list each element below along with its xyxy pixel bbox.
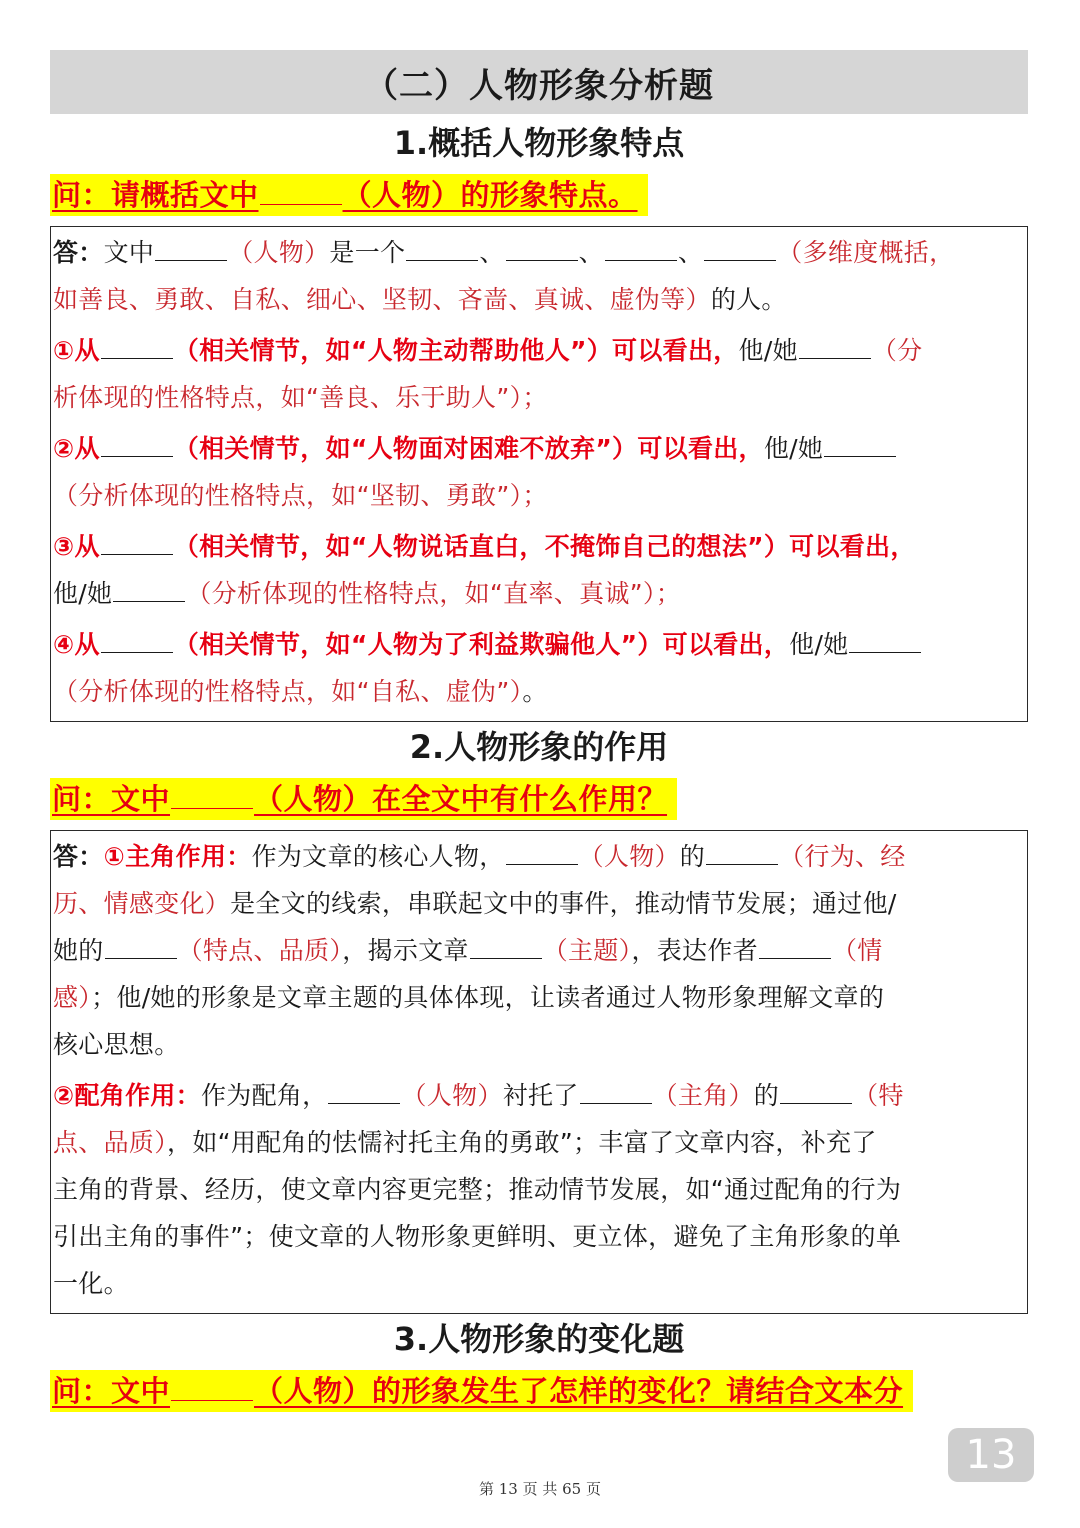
q2-question-text-b: （人物）在全文中有什么作用？ xyxy=(254,782,668,816)
fill-blank xyxy=(799,336,871,359)
answer-text: 主角的背景、经历，使文章内容更完整；推动情节发展，如“通过配角的行为 xyxy=(53,1175,902,1204)
point-hint: （相关情节，如“人物为了利益欺骗他人”）可以看出， xyxy=(173,630,790,659)
q2-heading: 2.人物形象的作用 xyxy=(409,728,669,766)
q2-main-line-5 xyxy=(53,1021,1027,1068)
q2-support-line-4 xyxy=(53,1213,1027,1260)
fill-blank xyxy=(105,936,177,959)
answer-text: 作为配角， xyxy=(200,1081,328,1110)
q1-question-text-b: （人物）的形象特点。 xyxy=(342,178,638,212)
q2-support-line-1 xyxy=(53,1072,1027,1119)
fill-blank xyxy=(101,434,173,457)
point-label: ④从 xyxy=(53,630,100,659)
point-label: ①主角作用： xyxy=(103,842,252,871)
separator: 、 xyxy=(578,238,604,267)
fill-blank xyxy=(506,842,578,865)
separator: 、 xyxy=(479,238,505,267)
q1-answer-box xyxy=(50,226,1028,722)
page-number-badge[interactable]: 13 xyxy=(948,1428,1034,1482)
fill-blank xyxy=(605,238,677,261)
answer-text: 她的 xyxy=(53,936,104,965)
page-footer: 第 13 页 共 65 页 xyxy=(478,1480,601,1498)
fill-blank xyxy=(580,1081,652,1104)
q1-point-3-cont xyxy=(53,570,1027,617)
q1-point-3 xyxy=(53,523,1027,570)
hint-text: （分析体现的性格特点，如“自私、虚伪”） xyxy=(53,677,523,706)
fill-blank xyxy=(704,238,776,261)
document-page xyxy=(50,50,1028,1422)
answer-text: ，揭示文章 xyxy=(342,936,469,965)
answer-text: 是全文的线索，串联起文中的事件，推动情节发展；通过他/ xyxy=(230,889,897,918)
hint-text: 析体现的性格特点，如“善良、乐于助人”）； xyxy=(53,383,548,412)
fill-blank xyxy=(101,630,173,653)
hint-text: （分析体现的性格特点，如“坚韧、勇敢”）； xyxy=(53,481,548,510)
answer-text: 文中 xyxy=(103,238,155,267)
q2-question-text-a: 问：文中 xyxy=(52,782,171,816)
q2-support-line-2 xyxy=(53,1119,1027,1166)
fill-blank xyxy=(849,630,921,653)
answer-text: 衬托了 xyxy=(502,1081,579,1110)
hint-text: 如善良、勇敢、自私、细心、坚韧、吝啬、真诚、虚伪等） xyxy=(53,285,711,314)
q2-main-line-3 xyxy=(53,927,1027,974)
answer-text: 作为文章的核心人物， xyxy=(251,842,505,871)
hint-text: （多维度概括， xyxy=(777,238,955,267)
q1-question-blank xyxy=(260,182,342,205)
fill-blank xyxy=(470,936,542,959)
q1-point-4-cont xyxy=(53,668,1027,715)
separator: 、 xyxy=(677,238,704,267)
q2-question-blank xyxy=(171,786,253,809)
q2-main-line-4 xyxy=(53,974,1027,1021)
answer-label: 答： xyxy=(53,238,104,267)
answer-text: 一化。 xyxy=(53,1269,129,1298)
point-hint: （相关情节，如“人物主动帮助他人”）可以看出， xyxy=(173,336,739,365)
answer-text: 。 xyxy=(522,677,548,706)
fill-blank xyxy=(759,936,831,959)
hint-text: （分 xyxy=(871,336,923,365)
point-label: ①从 xyxy=(53,336,100,365)
hint-text: （情 xyxy=(831,936,883,965)
hint-text: （人物） xyxy=(228,238,330,267)
answer-text: 的 xyxy=(753,1081,780,1110)
hint-text: （主题） xyxy=(542,936,632,965)
answer-text: 的 xyxy=(679,842,706,871)
answer-text: ；他/她的形象是文章主题的具体体现，让读者通过人物形象理解文章的 xyxy=(91,983,885,1012)
q3-question-text-b: （人物）的形象发生了怎样的变化？请结合文本分 xyxy=(254,1374,904,1408)
q3-question-text-a: 问：文中 xyxy=(52,1374,171,1408)
answer-text: ，表达作者 xyxy=(631,936,758,965)
q1-question-text-a: 问：请概括文中 xyxy=(52,178,259,212)
point-label: ②从 xyxy=(53,434,100,463)
fill-blank xyxy=(406,238,478,261)
q3-heading: 3.人物形象的变化题 xyxy=(393,1320,685,1358)
q1-question xyxy=(50,174,648,216)
q1-point-4 xyxy=(53,621,1027,668)
hint-text: （主角） xyxy=(652,1081,754,1110)
section-title: （二）人物形象分析题 xyxy=(50,50,1028,114)
hint-text: （行为、经 xyxy=(779,842,906,871)
answer-text: 引出主角的事件”；使文章的人物形象更鲜明、更立体，避免了主角形象的单 xyxy=(53,1222,902,1251)
fill-blank xyxy=(328,1081,400,1104)
fill-blank xyxy=(824,434,896,457)
q2-support-line-3 xyxy=(53,1166,1027,1213)
fill-blank xyxy=(780,1081,852,1104)
hint-text: （特 xyxy=(853,1081,904,1110)
point-label: ③从 xyxy=(53,532,100,561)
hint-text: （分析体现的性格特点，如“直率、真诚”）； xyxy=(186,579,682,608)
hint-text: 感） xyxy=(53,983,92,1012)
q2-main-line-1 xyxy=(53,833,1027,880)
answer-text: 的人。 xyxy=(710,285,787,314)
fill-blank xyxy=(706,842,778,865)
q2-support-line-5 xyxy=(53,1260,1027,1307)
q1-answer-line xyxy=(53,276,1027,323)
q3-question-blank xyxy=(171,1378,253,1401)
q2-question xyxy=(50,778,677,820)
q1-point-2 xyxy=(53,425,1027,472)
answer-text: 是一个 xyxy=(329,238,406,267)
q1-point-1-cont xyxy=(53,374,1027,421)
q2-answer-box xyxy=(50,830,1028,1314)
point-hint: （相关情节，如“人物面对困难不放弃”）可以看出， xyxy=(173,434,764,463)
q1-point-1 xyxy=(53,327,1027,374)
fill-blank xyxy=(101,532,173,555)
answer-text: 他/她 xyxy=(789,630,849,659)
q3-question-wrap xyxy=(50,1370,1028,1422)
hint-text: 历、情感变化） xyxy=(53,889,231,918)
answer-text: 核心思想。 xyxy=(53,1030,180,1059)
hint-text: （人物） xyxy=(401,1081,503,1110)
fill-blank xyxy=(113,579,185,602)
answer-text: 他/她 xyxy=(763,434,824,463)
answer-text: 他/她 xyxy=(738,336,798,365)
q1-question-wrap xyxy=(50,174,1028,226)
hint-text: （特点、品质） xyxy=(177,936,343,965)
q2-main-line-2 xyxy=(53,880,1027,927)
point-hint: （相关情节，如“人物说话直白，不掩饰自己的想法”）可以看出， xyxy=(173,532,916,561)
answer-text: 他/她 xyxy=(53,579,113,608)
q1-answer-line xyxy=(53,229,1027,276)
q1-point-2-cont xyxy=(53,472,1027,519)
point-label: ②配角作用： xyxy=(53,1081,201,1110)
q3-question xyxy=(50,1370,913,1412)
fill-blank xyxy=(506,238,578,261)
fill-blank xyxy=(155,238,227,261)
q1-heading: 1.概括人物形象特点 xyxy=(393,124,685,162)
fill-blank xyxy=(101,336,173,359)
hint-text: 点、品质） xyxy=(53,1128,168,1157)
answer-label: 答： xyxy=(53,842,104,871)
answer-text: ，如“用配角的怯懦衬托主角的勇敢”；丰富了文章内容，补充了 xyxy=(167,1128,877,1157)
q2-question-wrap xyxy=(50,778,1028,830)
hint-text: （人物） xyxy=(578,842,680,871)
